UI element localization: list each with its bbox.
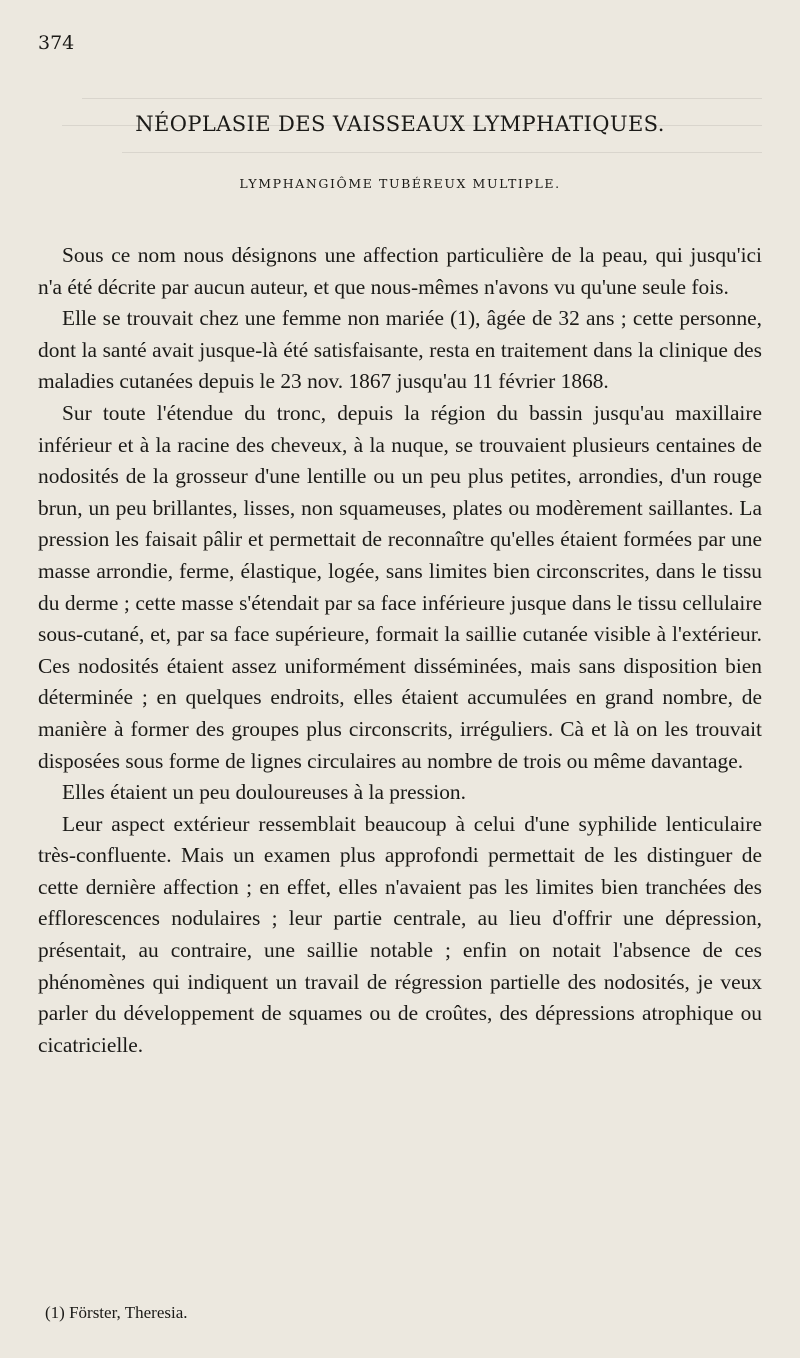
paragraph: Leur aspect extérieur ressemblait beaucoup à celui d'une syphilide lenticulaire très-confluente. Mais un examen plus approfondi permettait de les distinguer de cette dernière affection ; en effet, elles n'avaient pas les limites bien tranchées des efflorescences nodulaires ; leur partie centrale, au lieu d'offrir une dépression, présentait, au contraire, une saillie notable ; enfin on notait l'absence de ces phénomènes qui indiquent un travail de régression partielle des nodosités, je veux parler du développement de squames ou de croûtes, des dépressions atrophique ou cicatricielle. [38,811,762,1057]
footnote: (1) Förster, Theresia. [45,1303,188,1322]
section-subtitle: LYMPHANGIÔME TUBÉREUX MULTIPLE. [239,176,561,191]
chapter-title: NÉOPLASIE DES VAISSEAUX LYMPHATIQUES. [135,112,665,136]
paragraph: Sur toute l'étendue du tronc, depuis la région du bassin jusqu'au maxillaire inférieur et à la racine des cheveux, à la nuque, se trouvaient plusieurs centaines de nodosités de la grosseur d'une lentille ou un peu plus petites, arrondies, d'un rouge brun, un peu brillantes, lisses, non squameuses, plates ou modèrement saillantes. La pression les faisait pâlir et permettait de reconnaître qu'elles étaient formées par une masse arrondie, ferme, élastique, logée, sans limites bien circonscrites, dans le tissu du derme ; cette masse s'étendait par sa face inférieure jusque dans le tissu cellulaire sous-cutané, et, par sa face supérieure, formait la saillie cutanée visible à l'extérieur. Ces nodosités étaient assez uniformément disséminées, mais sans disposition bien déterminée ; en quelques endroits, elles étaient accumulées en grand nombre, de manière à former des groupes plus circonscrits, irréguliers. Cà et là on les trouvait disposées sous forme de lignes circulaires au nombre de trois ou même davantage. [38,400,762,773]
page-number: 374 [38,32,75,54]
paragraph: Elles étaient un peu douloureuses à la pression. [62,780,466,805]
paragraph: Sous ce nom nous désignons une affection particulière de la peau, qui jusqu'ici n'a été décrite par aucun auteur, et que nous-mêmes n'avons vu qu'une seule fois. [38,243,762,299]
paragraph: Elle se trouvait chez une femme non mariée (1), âgée de 32 ans ; cette personne, dont la santé avait jusque-là été satisfaisante, resta en traitement dans la clinique des maladies cutanées depuis le 23 nov. 1867 jusqu'au 11 février 1868. [38,306,762,394]
body-text [38,240,762,1061]
